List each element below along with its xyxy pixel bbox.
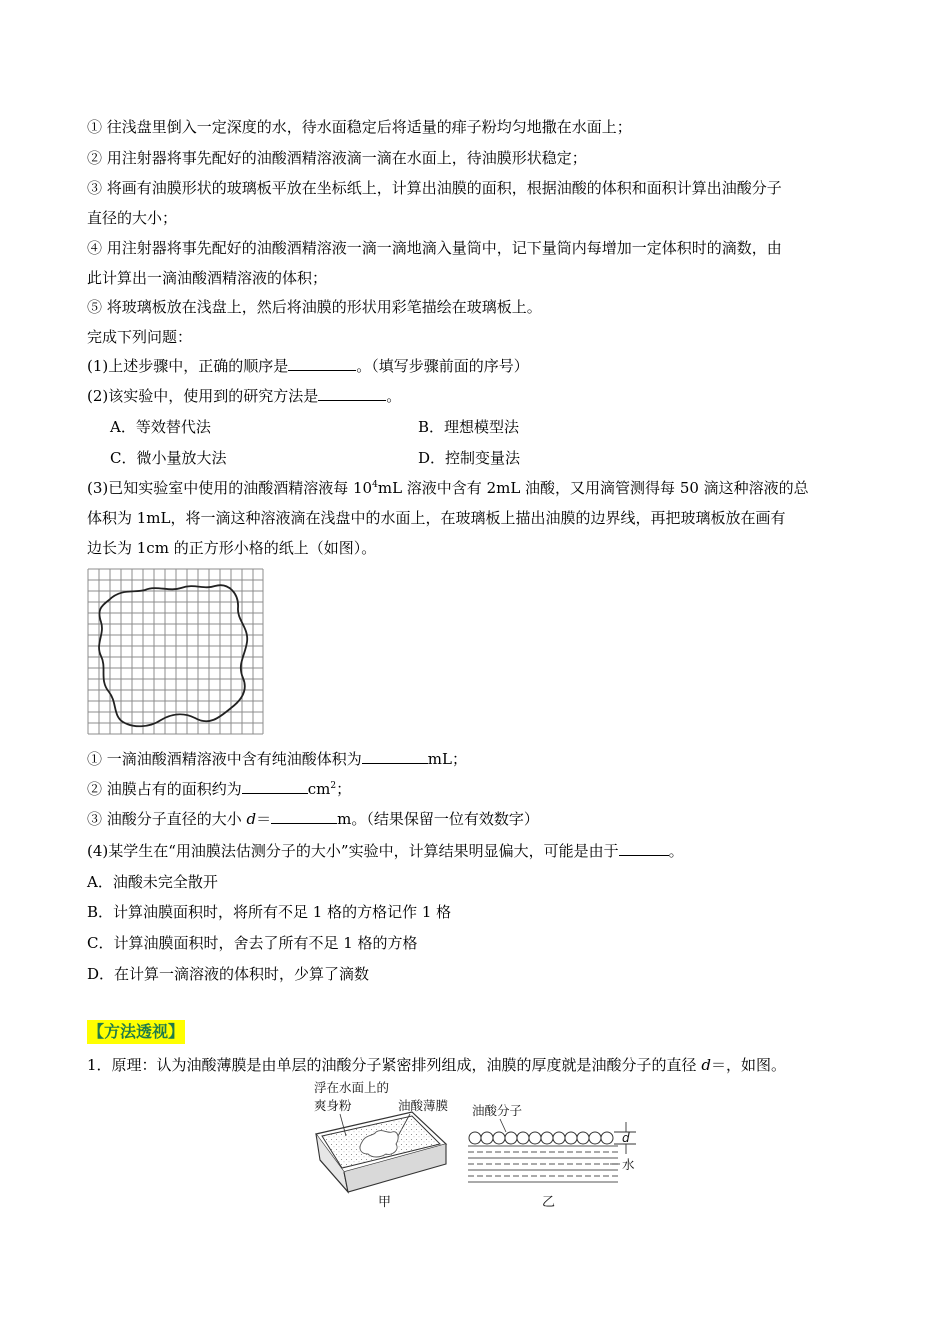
option-a: A．油酸未完全散开 — [87, 873, 218, 891]
option-d: D．在计算一滴溶液的体积时，少算了滴数 — [87, 965, 370, 983]
oil-film-grid-figure — [87, 568, 265, 736]
molecule-row — [469, 1132, 613, 1144]
answer-blank[interactable] — [242, 779, 308, 794]
question-1 — [87, 356, 529, 376]
step-2: ② 用注射器将事先配好的油酸酒精溶液滴一滴在水面上，待油膜形状稳定； — [87, 149, 587, 167]
caption-b: 乙 — [542, 1195, 556, 1210]
option-b: B．计算油膜面积时，将所有不足 1 格的方格记作 1 格 — [87, 903, 452, 921]
principle-text-end: ＝，如图。 — [710, 1056, 786, 1074]
answer-blank[interactable] — [619, 841, 669, 856]
answer-blank[interactable] — [318, 386, 386, 401]
step-4-line2: 此计算出一滴油酸酒精溶液的体积； — [87, 269, 328, 287]
answer-blank[interactable] — [362, 749, 428, 764]
question-3-line1 — [87, 478, 809, 498]
question-4-end: 。 — [668, 842, 684, 860]
step-4-line1: ④ 用注射器将事先配好的油酸酒精溶液一滴一滴地滴入量筒中，记下量筒内每增加一定体积时的滴数，由 — [87, 239, 782, 257]
principle-text — [87, 1055, 786, 1075]
question-3-c-note: m。（结果保留一位有效数字） — [337, 810, 539, 828]
question-3-a-text: ① 一滴油酸酒精溶液中含有纯油酸体积为 — [87, 750, 362, 768]
variable-d: d — [246, 810, 257, 828]
step-1: ① 往浅盘里倒入一定深度的水，待水面稳定后将适量的痱子粉均匀地撒在水面上； — [87, 118, 632, 136]
variable-d: d — [701, 1056, 711, 1074]
caption-a: 甲 — [378, 1195, 392, 1210]
option-d: D．控制变量法 — [418, 449, 521, 467]
question-3-c — [87, 809, 539, 829]
question-2-end: 。 — [386, 387, 402, 405]
option-a: A．等效替代法 — [110, 418, 211, 436]
grid-lines — [88, 569, 263, 734]
question-2 — [87, 386, 401, 406]
question-3-text: (3)已知实验室中使用的油酸酒精溶液每 10 — [87, 479, 373, 497]
label-powder-line2: 爽身粉 — [314, 1098, 352, 1113]
water-lines — [468, 1146, 618, 1182]
principle-text-start: 1．原理：认为油酸薄膜是由单层的油酸分子紧密排列组成，油膜的厚度就是油酸分子的直径 — [87, 1056, 702, 1074]
question-3-c-text: ③ 油酸分子直径的大小 — [87, 810, 247, 828]
question-3-a — [87, 749, 467, 769]
question-3-b-text: ② 油膜占有的面积约为 — [87, 780, 242, 798]
unit-ml: mL； — [427, 750, 467, 768]
section-heading: 【方法透视】 — [87, 1020, 185, 1044]
question-3-b — [87, 779, 351, 799]
punctuation: ； — [336, 780, 352, 798]
question-4 — [87, 841, 684, 861]
question-3-text-cont: mL 溶液中含有 2mL 油酸，又用滴管测得每 50 滴这种溶液的总 — [377, 479, 809, 497]
question-3-line2: 体积为 1mL，将一滴这种溶液滴在浅盘中的水面上，在玻璃板上描出油膜的边界线，再把玻璃板放在画有 — [87, 509, 786, 527]
principle-illustration — [300, 1078, 645, 1213]
unit-cm: cm — [307, 780, 331, 798]
label-molecule: 油酸分子 — [472, 1103, 523, 1118]
equals-sign: ＝ — [256, 810, 272, 828]
label-oil-film: 油酸薄膜 — [398, 1098, 449, 1113]
questions-intro: 完成下列问题： — [87, 328, 193, 346]
step-3-line2: 直径的大小； — [87, 209, 178, 227]
step-5: ⑤ 将玻璃板放在浅盘上，然后将油膜的形状用彩笔描绘在玻璃板上。 — [87, 298, 542, 316]
option-b: B．理想模型法 — [418, 418, 520, 436]
answer-blank[interactable] — [288, 356, 356, 371]
step-3-line1: ③ 将画有油膜形状的玻璃板平放在坐标纸上，计算出油膜的面积，根据油酸的体积和面积计算出油酸分子 — [87, 179, 782, 197]
tray-drawing — [316, 1112, 446, 1192]
option-c: C．计算油膜面积时，舍去了所有不足 1 格的方格 — [87, 934, 418, 952]
label-water: 水 — [622, 1157, 635, 1172]
exponent: 4 — [372, 480, 378, 490]
question-2-text: (2)该实验中，使用到的研究方法是 — [87, 387, 319, 405]
question-3-line3: 边长为 1cm 的正方形小格的纸上（如图）。 — [87, 539, 377, 557]
question-4-text: (4)某学生在“用油膜法估测分子的大小”实验中，计算结果明显偏大，可能是由于 — [87, 842, 619, 860]
label-d: d — [622, 1131, 630, 1145]
answer-blank[interactable] — [271, 809, 337, 824]
question-1-text: (1)上述步骤中，正确的顺序是 — [87, 357, 289, 375]
question-1-note: 。（填写步骤前面的序号） — [356, 357, 529, 375]
exponent: 2 — [330, 781, 337, 791]
option-c: C．微小量放大法 — [110, 449, 227, 467]
label-powder-line1: 浮在水面上的 — [314, 1080, 390, 1095]
